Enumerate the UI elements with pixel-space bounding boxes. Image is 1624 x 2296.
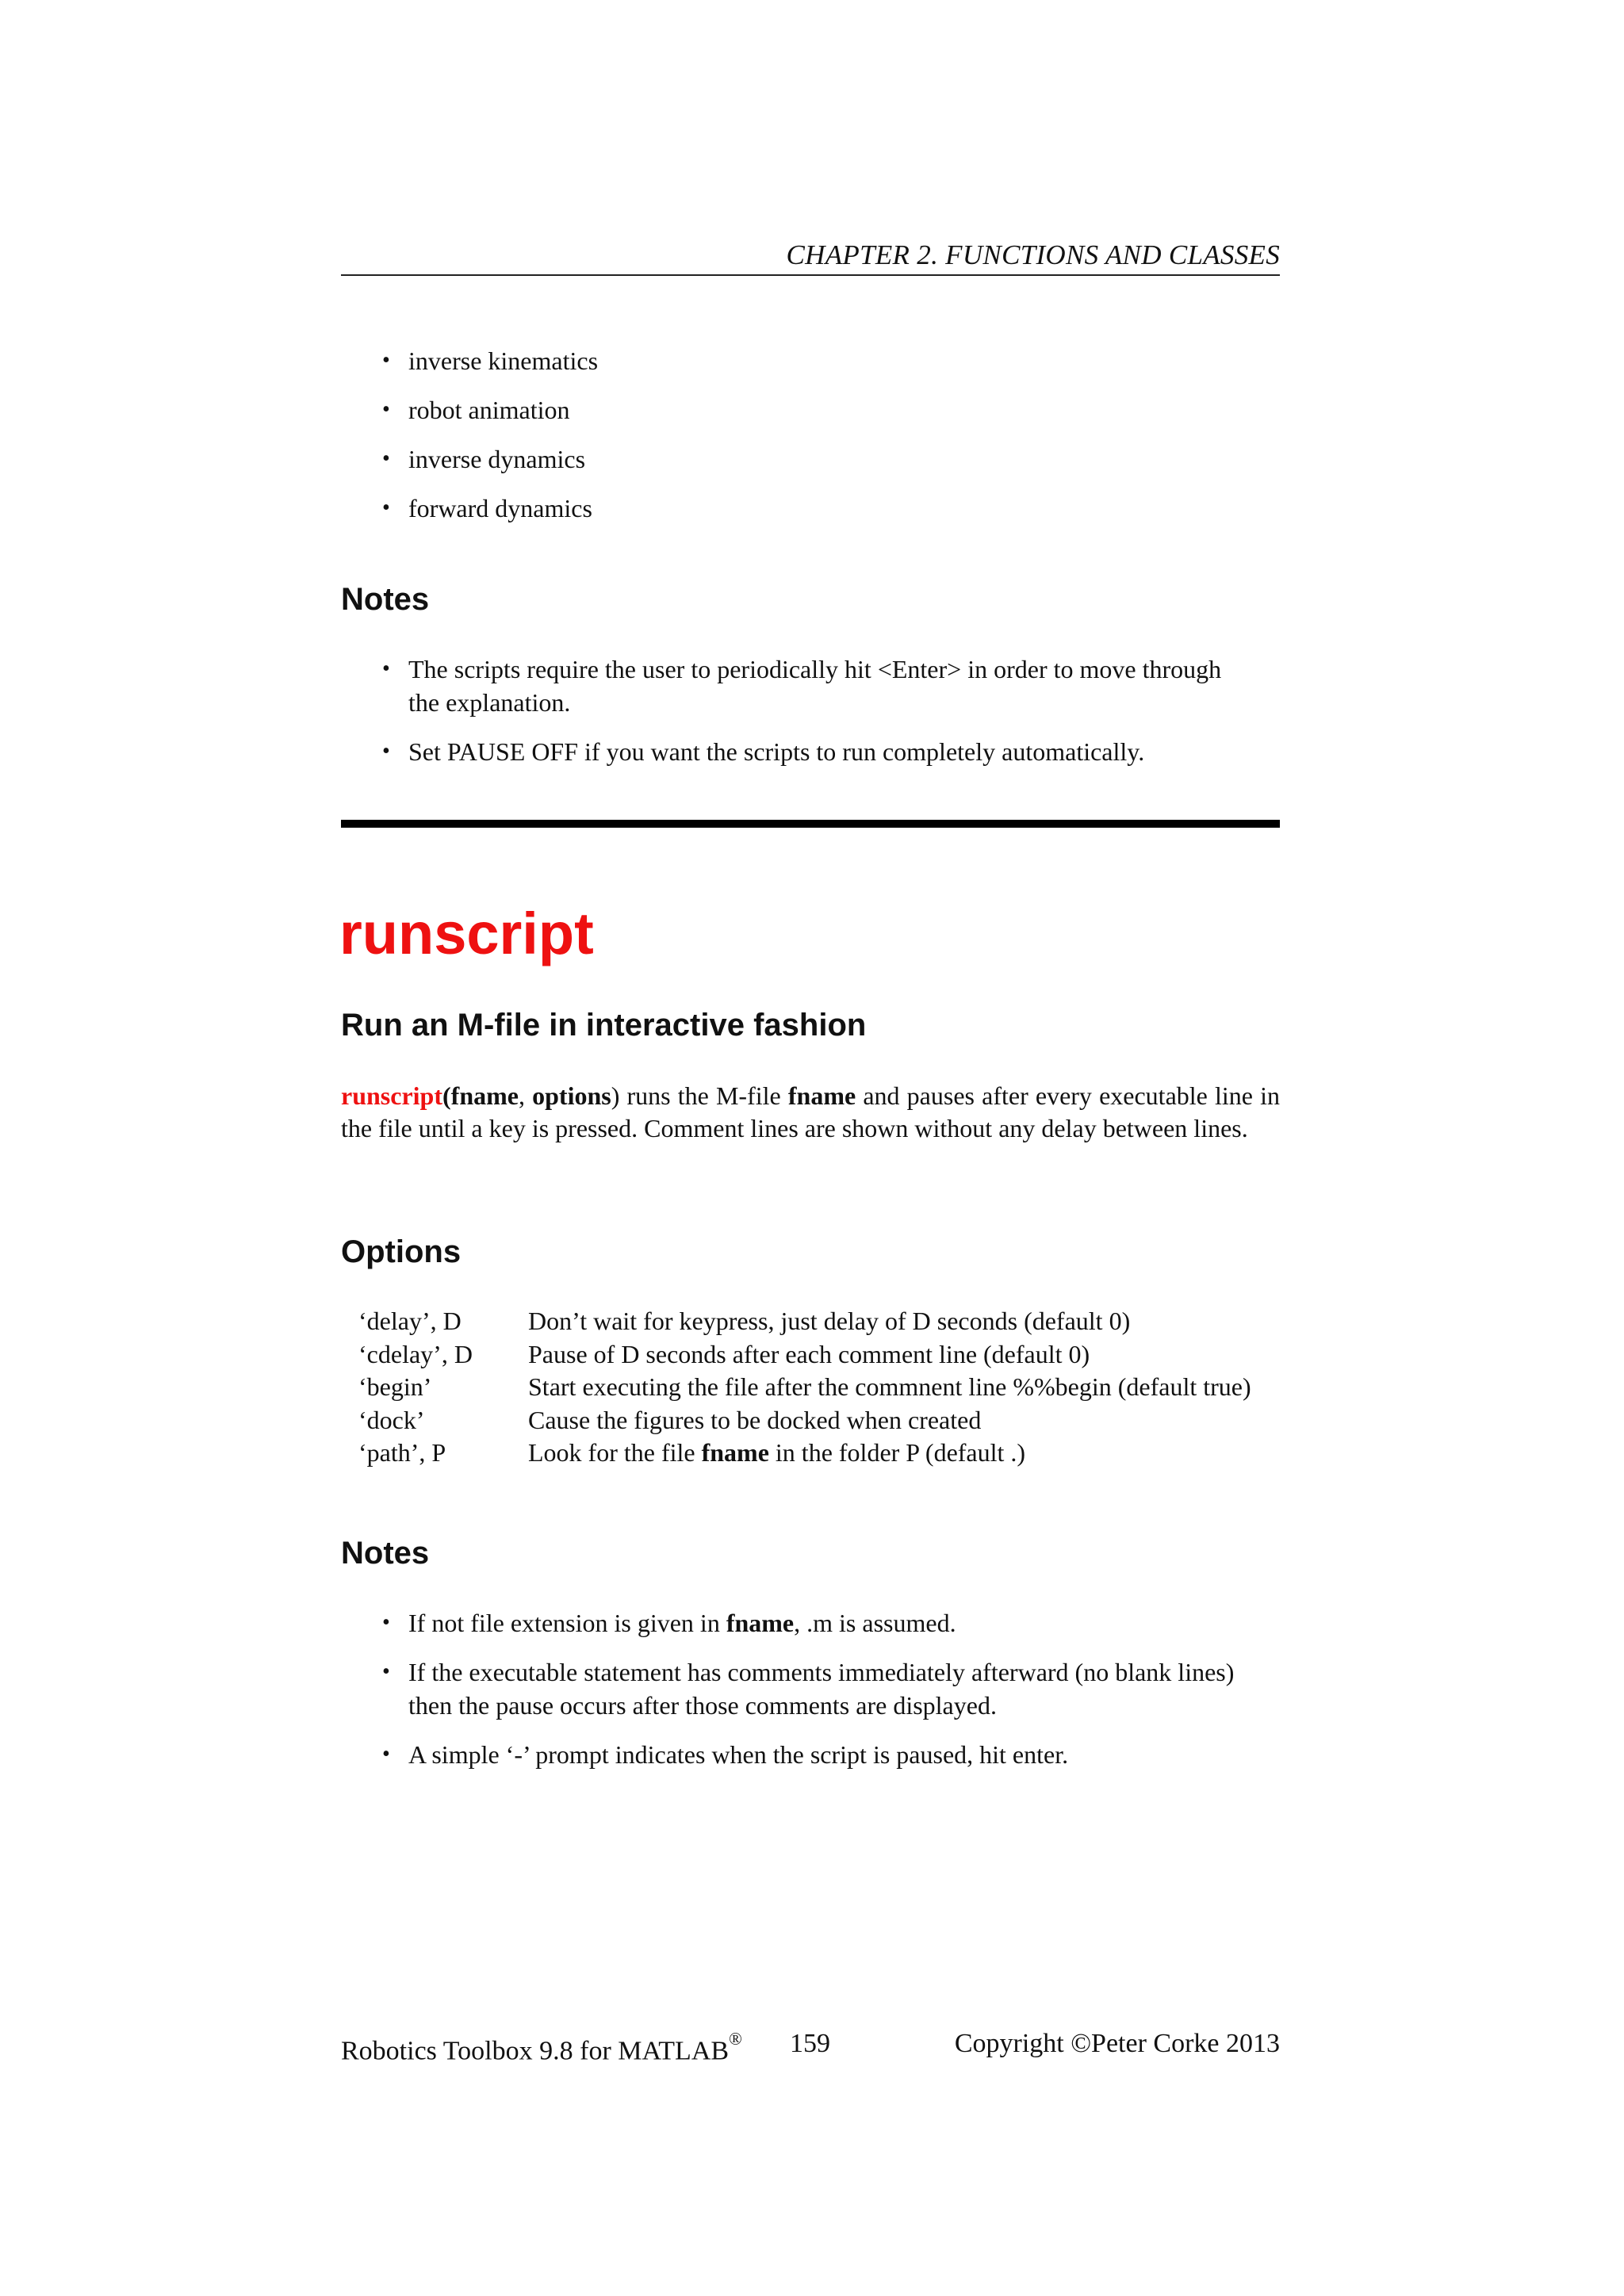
footer-left: Robotics Toolbox 9.8 for MATLAB® [341,2029,742,2066]
bullet-icon: • [382,739,390,763]
option-desc: Look for the file fname in the folder P (default .) [528,1438,1026,1467]
notes-list [341,1606,1280,1771]
list-item: • robot animation [341,393,1280,427]
list-item: • inverse kinematics [341,344,1280,377]
table-row [358,1338,1251,1372]
bullet-icon: • [382,397,390,422]
arg-fname-ref: fname [787,1081,856,1110]
running-head: CHAPTER 2. FUNCTIONS AND CLASSES [786,239,1280,270]
list-item: • Set PAUSE OFF if you want the scripts to run completely automatically. [341,735,1280,768]
table-row [358,1437,1251,1470]
footer-copyright: Copyright ©Peter Corke 2013 [954,2029,1280,2058]
notes-heading: Notes [341,1536,430,1571]
page-number: 159 [790,2029,830,2058]
list-item: • forward dynamics [341,492,1280,525]
list-item: • If the executable statement has comments immediately afterward (no blank lines) then the pause occurs after those comments are displayed. [341,1655,1280,1722]
bullet-icon: • [382,348,390,373]
option-desc: Pause of D seconds after each comment line (default 0) [528,1339,1090,1368]
notes-list [341,652,1280,768]
list-item: • The scripts require the user to periodically hit <Enter> in order to move through the explanation. [341,652,1280,719]
bullet-icon: • [382,1659,390,1684]
function-subtitle: Run an M-file in interactive fashion [341,1008,867,1043]
bullet-icon: • [382,496,390,520]
table-row [358,1371,1251,1404]
option-desc: Cause the figures to be docked when created [528,1405,982,1434]
table-row [358,1404,1251,1437]
option-key: ‘delay’, D [358,1307,462,1335]
function-title: runscript [339,901,594,966]
option-desc: Don’t wait for keypress, just delay of D seconds (default 0) [528,1307,1131,1335]
header-rule [341,274,1280,276]
table-row [358,1305,1251,1338]
section-divider [341,820,1280,828]
arg-fname: fname [450,1081,519,1110]
function-call-name: runscript [341,1081,442,1110]
option-key: ‘begin’ [358,1372,432,1401]
list-item: • inverse dynamics [341,442,1280,476]
bullet-icon: • [382,446,390,471]
bullet-icon: • [382,1742,390,1766]
list-item: • A simple ‘-’ prompt indicates when the script is paused, hit enter. [341,1738,1280,1771]
top-bullet-list [341,344,1280,525]
registered-icon: ® [729,2029,742,2049]
bullet-icon: • [382,1610,390,1635]
option-key: ‘dock’ [358,1405,425,1434]
option-desc: Start executing the file after the commnent line %%begin (default true) [528,1372,1251,1401]
options-table [358,1305,1251,1470]
notes-heading: Notes [341,582,430,617]
bullet-icon: • [382,656,390,681]
option-key: ‘path’, P [358,1438,446,1467]
arg-options: options [532,1081,611,1110]
function-description: runscript(fname, options) runs the M-file fname and pauses after every executable line in the file until a key is pressed. Comment lines are shown without any delay between lines. [341,1081,1281,1142]
options-heading: Options [341,1234,462,1269]
option-key: ‘cdelay’, D [358,1339,473,1368]
list-item: • If not file extension is given in fname, .m is assumed. [341,1606,1280,1640]
